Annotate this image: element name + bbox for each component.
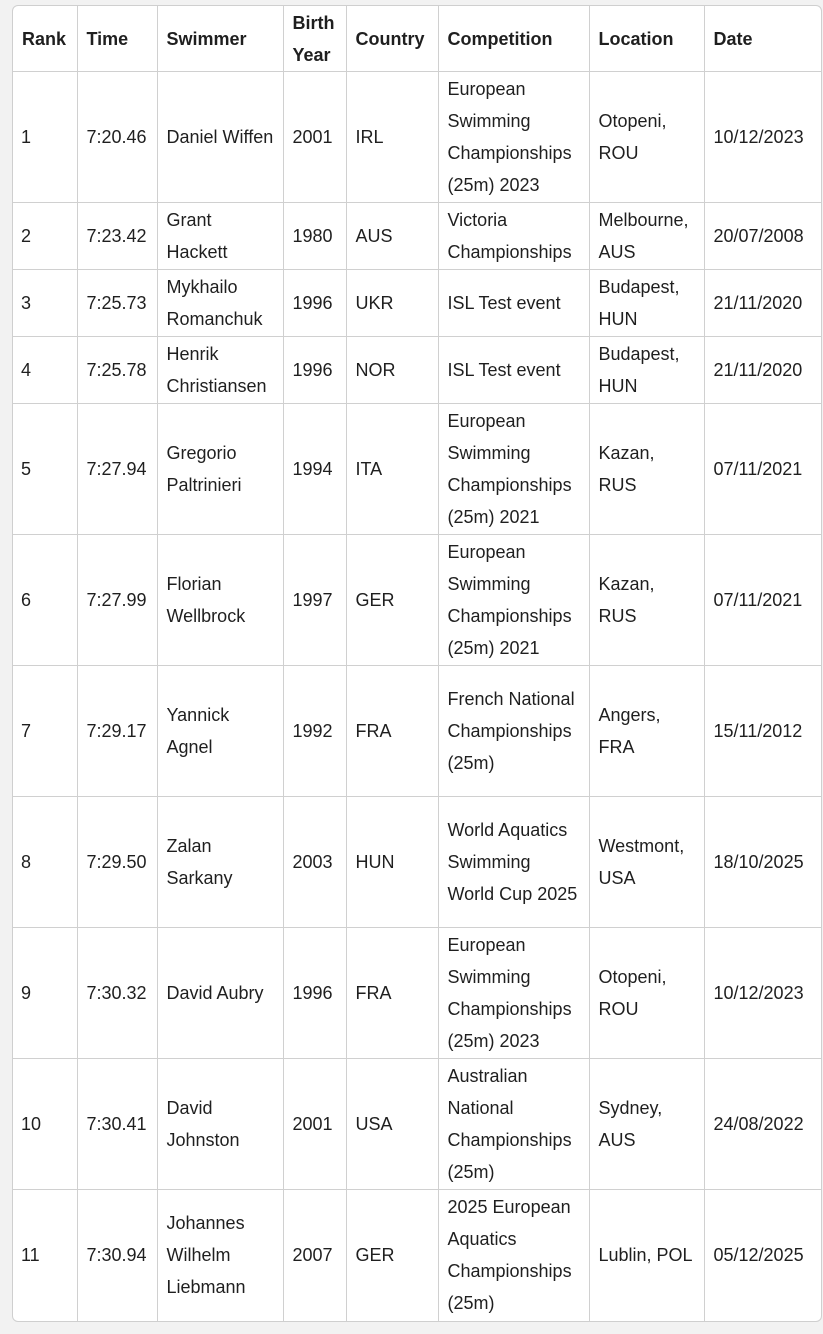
cell-location: Otopeni, ROU bbox=[589, 72, 704, 203]
cell-location: Melbourne, AUS bbox=[589, 203, 704, 270]
table-row bbox=[13, 203, 822, 270]
cell-competition: European Swimming Championships (25m) 2023 bbox=[438, 928, 589, 1059]
cell-competition: European Swimming Championships (25m) 2021 bbox=[438, 404, 589, 535]
cell-time: 7:23.42 bbox=[77, 203, 157, 270]
header-location[interactable]: Location bbox=[589, 6, 704, 72]
cell-competition: 2025 European Aquatics Championships (25m) bbox=[438, 1190, 589, 1321]
cell-rank: 5 bbox=[13, 404, 77, 535]
cell-country: ITA bbox=[346, 404, 438, 535]
table-row bbox=[13, 535, 822, 666]
table-row bbox=[13, 1059, 822, 1190]
header-time[interactable]: Time bbox=[77, 6, 157, 72]
cell-competition: Victoria Championships bbox=[438, 203, 589, 270]
cell-location: Budapest, HUN bbox=[589, 337, 704, 404]
cell-location: Kazan, RUS bbox=[589, 404, 704, 535]
cell-swimmer: Yannick Agnel bbox=[157, 666, 283, 797]
cell-country: AUS bbox=[346, 203, 438, 270]
cell-date: 20/07/2008 bbox=[704, 203, 822, 270]
cell-country: UKR bbox=[346, 270, 438, 337]
table-body bbox=[13, 72, 822, 1321]
cell-date: 18/10/2025 bbox=[704, 797, 822, 928]
results-table-frame bbox=[12, 5, 822, 1322]
cell-location: Angers, FRA bbox=[589, 666, 704, 797]
cell-time: 7:30.94 bbox=[77, 1190, 157, 1321]
header-competition[interactable]: Competition bbox=[438, 6, 589, 72]
cell-country: IRL bbox=[346, 72, 438, 203]
header-row bbox=[13, 6, 822, 72]
cell-rank: 6 bbox=[13, 535, 77, 666]
table-row bbox=[13, 404, 822, 535]
cell-date: 21/11/2020 bbox=[704, 337, 822, 404]
cell-swimmer: David Aubry bbox=[157, 928, 283, 1059]
cell-location: Sydney, AUS bbox=[589, 1059, 704, 1190]
table-row bbox=[13, 270, 822, 337]
cell-birth-year: 1980 bbox=[283, 203, 346, 270]
cell-date: 10/12/2023 bbox=[704, 928, 822, 1059]
table-row bbox=[13, 337, 822, 404]
cell-swimmer: David Johnston bbox=[157, 1059, 283, 1190]
cell-country: NOR bbox=[346, 337, 438, 404]
cell-rank: 3 bbox=[13, 270, 77, 337]
cell-competition: European Swimming Championships (25m) 2021 bbox=[438, 535, 589, 666]
cell-rank: 9 bbox=[13, 928, 77, 1059]
results-table bbox=[13, 6, 822, 1321]
cell-country: HUN bbox=[346, 797, 438, 928]
cell-time: 7:27.99 bbox=[77, 535, 157, 666]
cell-date: 07/11/2021 bbox=[704, 404, 822, 535]
header-birth-year[interactable]: Birth Year bbox=[283, 6, 346, 72]
cell-date: 05/12/2025 bbox=[704, 1190, 822, 1321]
cell-location: Westmont, USA bbox=[589, 797, 704, 928]
table-row bbox=[13, 928, 822, 1059]
cell-birth-year: 1996 bbox=[283, 928, 346, 1059]
cell-birth-year: 2001 bbox=[283, 1059, 346, 1190]
cell-swimmer: Grant Hackett bbox=[157, 203, 283, 270]
header-rank[interactable]: Rank bbox=[13, 6, 77, 72]
cell-time: 7:30.41 bbox=[77, 1059, 157, 1190]
cell-rank: 11 bbox=[13, 1190, 77, 1321]
cell-swimmer: Gregorio Paltrinieri bbox=[157, 404, 283, 535]
cell-swimmer: Henrik Christiansen bbox=[157, 337, 283, 404]
cell-time: 7:29.50 bbox=[77, 797, 157, 928]
cell-rank: 1 bbox=[13, 72, 77, 203]
cell-rank: 4 bbox=[13, 337, 77, 404]
cell-date: 24/08/2022 bbox=[704, 1059, 822, 1190]
cell-birth-year: 2001 bbox=[283, 72, 346, 203]
cell-country: FRA bbox=[346, 666, 438, 797]
header-date[interactable]: Date bbox=[704, 6, 822, 72]
cell-birth-year: 1996 bbox=[283, 337, 346, 404]
cell-time: 7:25.73 bbox=[77, 270, 157, 337]
cell-location: Kazan, RUS bbox=[589, 535, 704, 666]
cell-rank: 7 bbox=[13, 666, 77, 797]
cell-birth-year: 1992 bbox=[283, 666, 346, 797]
table-row bbox=[13, 72, 822, 203]
cell-date: 15/11/2012 bbox=[704, 666, 822, 797]
cell-birth-year: 1997 bbox=[283, 535, 346, 666]
cell-competition: Australian National Championships (25m) bbox=[438, 1059, 589, 1190]
cell-birth-year: 2003 bbox=[283, 797, 346, 928]
cell-competition: World Aquatics Swimming World Cup 2025 bbox=[438, 797, 589, 928]
cell-rank: 8 bbox=[13, 797, 77, 928]
cell-birth-year: 1994 bbox=[283, 404, 346, 535]
cell-birth-year: 2007 bbox=[283, 1190, 346, 1321]
table-header bbox=[13, 6, 822, 72]
cell-date: 07/11/2021 bbox=[704, 535, 822, 666]
cell-date: 21/11/2020 bbox=[704, 270, 822, 337]
cell-competition: ISL Test event bbox=[438, 270, 589, 337]
cell-country: GER bbox=[346, 1190, 438, 1321]
cell-competition: European Swimming Championships (25m) 2023 bbox=[438, 72, 589, 203]
cell-competition: French National Championships (25m) bbox=[438, 666, 589, 797]
table-row bbox=[13, 797, 822, 928]
header-country[interactable]: Country bbox=[346, 6, 438, 72]
cell-swimmer: Mykhailo Romanchuk bbox=[157, 270, 283, 337]
cell-country: USA bbox=[346, 1059, 438, 1190]
cell-swimmer: Johannes Wilhelm Liebmann bbox=[157, 1190, 283, 1321]
table-row bbox=[13, 666, 822, 797]
cell-swimmer: Daniel Wiffen bbox=[157, 72, 283, 203]
cell-swimmer: Zalan Sarkany bbox=[157, 797, 283, 928]
cell-swimmer: Florian Wellbrock bbox=[157, 535, 283, 666]
cell-rank: 2 bbox=[13, 203, 77, 270]
cell-location: Otopeni, ROU bbox=[589, 928, 704, 1059]
cell-time: 7:20.46 bbox=[77, 72, 157, 203]
cell-country: FRA bbox=[346, 928, 438, 1059]
cell-location: Budapest, HUN bbox=[589, 270, 704, 337]
cell-time: 7:30.32 bbox=[77, 928, 157, 1059]
cell-time: 7:25.78 bbox=[77, 337, 157, 404]
cell-country: GER bbox=[346, 535, 438, 666]
cell-birth-year: 1996 bbox=[283, 270, 346, 337]
table-row bbox=[13, 1190, 822, 1321]
cell-date: 10/12/2023 bbox=[704, 72, 822, 203]
cell-rank: 10 bbox=[13, 1059, 77, 1190]
header-swimmer[interactable]: Swimmer bbox=[157, 6, 283, 72]
cell-location: Lublin, POL bbox=[589, 1190, 704, 1321]
cell-time: 7:27.94 bbox=[77, 404, 157, 535]
cell-time: 7:29.17 bbox=[77, 666, 157, 797]
cell-competition: ISL Test event bbox=[438, 337, 589, 404]
